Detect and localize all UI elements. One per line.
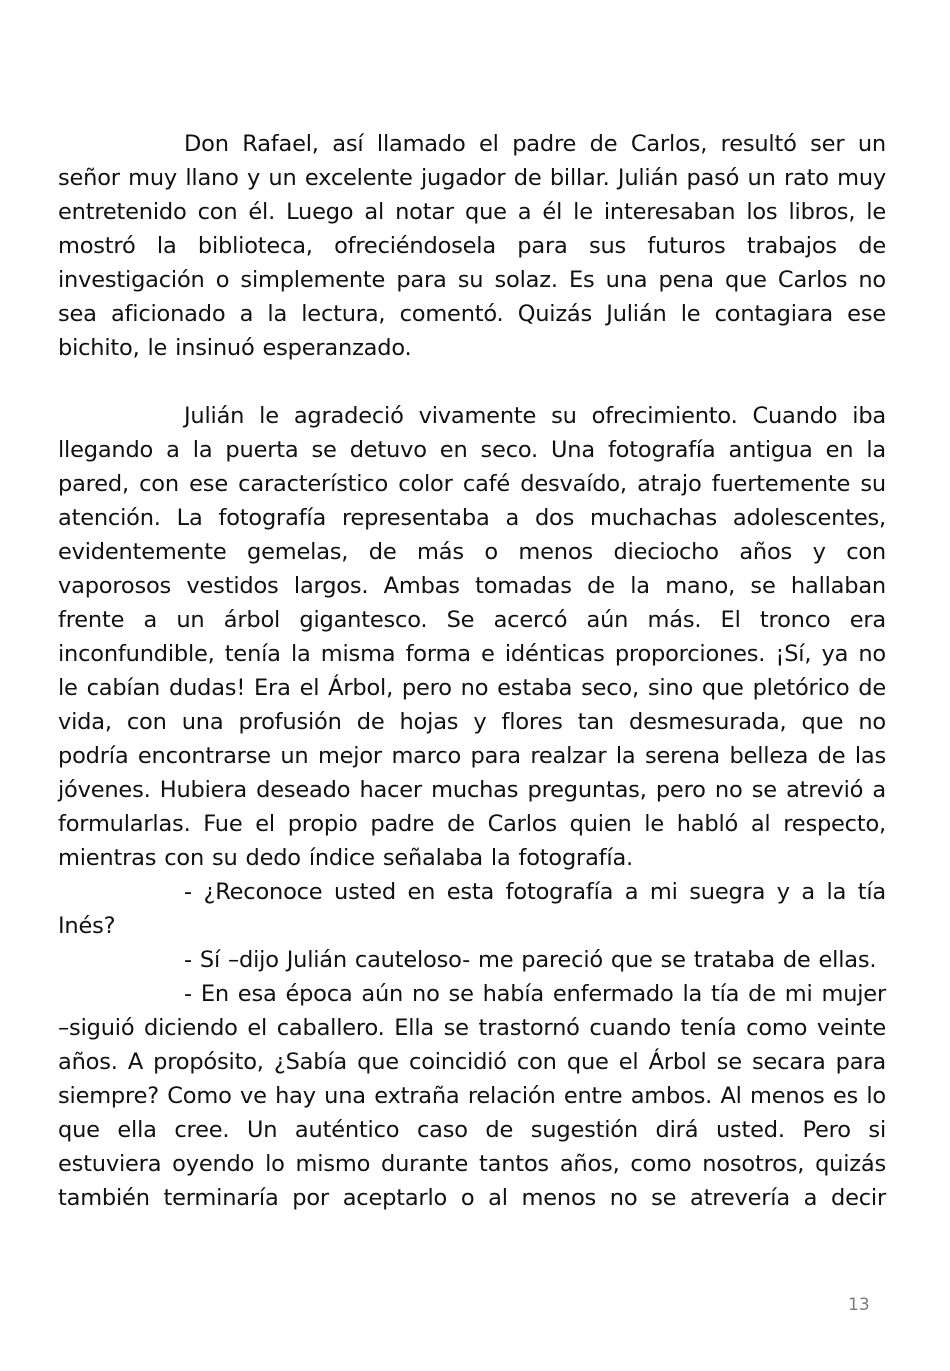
dialogue-line-si-dijo: - Sí –dijo Julián cauteloso- me pareció que se trataba de ellas. — [184, 947, 877, 973]
dialogue-line-reconoce: - ¿Reconoce usted en esta fotografía a mi suegra y a la tía Inés? — [58, 879, 886, 939]
page-body — [58, 127, 886, 1215]
paragraph-fotografia: Julián le agradeció vivamente su ofrecimiento. Cuando iba llegando a la puerta se detuvo en seco. Una fotografía antigua en la pared, con ese característico color café desvaído, atrajo fuertemente su atención. La fotografía representaba a dos muchachas adolescentes, evidentemente gemelas, de más o menos dieciocho años y con vaporosos vestidos largos. Ambas tomadas de la mano, se hallaban frente a un árbol gigantesco. Se acercó aún más. El tronco era inconfundible, tenía la misma forma e idénticas proporciones. ¡Sí, ya no le cabían dudas! Era el Árbol, pero no estaba seco, sino que pletórico de vida, con una profusión de hojas y flores tan desmesurada, que no podría encontrarse un mejor marco para realzar la serena belleza de las jóvenes. Hubiera deseado hacer muchas preguntas, pero no se atrevió a formularlas. Fue el propio padre de Carlos quien le habló al respecto, mientras con su dedo índice señalaba la fotografía. — [58, 403, 886, 871]
dialogue-line-en-esa-epoca: - En esa época aún no se había enfermado la tía de mi mujer –siguió diciendo el caballero. Ella se trastornó cuando tenía como veinte años. A propósito, ¿Sabía que coincidió con que el Árbol se secara para siempre? Como ve hay una extraña relación entre ambos. Al menos es lo que ella cree. Un auténtico caso de sugestión dirá usted. Pero si estuviera oyendo lo mismo durante tantos años, como nosotros, quizás también terminaría por aceptarlo o al menos no se atrevería a decir — [58, 981, 886, 1211]
paragraph-don-rafael: Don Rafael, así llamado el padre de Carlos, resultó ser un señor muy llano y un excelente jugador de billar. Julián pasó un rato muy entretenido con él. Luego al notar que a él le interesaban los libros, le mostró la biblioteca, ofreciéndosela para sus futuros trabajos de investigación o simplemente para su solaz. Es una pena que Carlos no sea aficionado a la lectura, comentó. Quizás Julián le contagiara ese bichito, le insinuó esperanzado. — [58, 131, 886, 361]
page-number: 13 — [848, 1295, 870, 1315]
